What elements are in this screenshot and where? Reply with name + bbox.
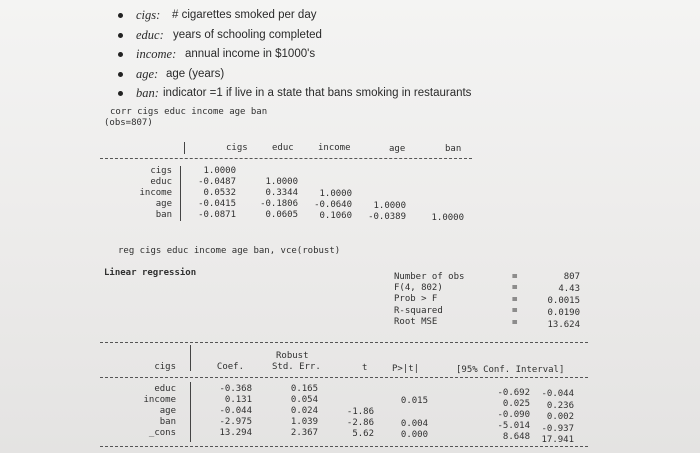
reg-row-label: _cons — [148, 428, 176, 438]
reg-ci-high: 0.002 — [546, 412, 574, 422]
reg-coef: -2.975 — [219, 417, 252, 427]
reg-ci-low: -5.014 — [497, 421, 530, 431]
corr-cell: -0.0871 — [198, 210, 236, 220]
reg-se: 0.024 — [290, 406, 318, 416]
corr-obs: (obs=807) — [104, 118, 153, 128]
reg-se: 1.039 — [290, 417, 318, 427]
reg-stat-eq: = — [512, 272, 518, 282]
bullet-dot-icon — [118, 13, 123, 18]
reg-ci-low: -0.090 — [497, 410, 530, 420]
reg-p: 0.015 — [400, 396, 428, 406]
corr-header-separator — [184, 142, 185, 154]
reg-stat-value: 4.43 — [558, 284, 580, 294]
reg-bottom-rule — [100, 446, 588, 447]
reg-ci-low: 0.025 — [502, 399, 530, 409]
reg-row-label: educ — [154, 384, 176, 394]
corr-cell: 1.0000 — [319, 189, 352, 199]
reg-command: reg cigs educ income age ban, vce(robust) — [118, 246, 341, 256]
bullet-dot-icon — [118, 33, 123, 38]
bullet-desc: annual income in $1000's — [185, 48, 316, 60]
corr-header-cigs: cigs — [226, 143, 248, 153]
reg-t: -1.86 — [346, 407, 374, 417]
bullet-dot-icon — [118, 91, 123, 96]
reg-coef: -0.368 — [219, 384, 252, 394]
bullet-desc: years of schooling completed — [173, 28, 322, 41]
reg-depvar: cigs — [154, 362, 176, 372]
reg-stat-label: Root MSE — [394, 317, 438, 327]
corr-header-rule — [100, 158, 472, 159]
reg-stat-value: 807 — [563, 272, 580, 282]
reg-coef: 0.131 — [224, 395, 252, 405]
bullet-term: age: — [136, 66, 159, 81]
corr-cell: 0.0532 — [203, 188, 236, 198]
bullet-dot-icon — [118, 52, 123, 57]
corr-cell: 1.0000 — [265, 177, 298, 187]
reg-header-se: Std. Err. — [272, 362, 321, 372]
corr-cell: -0.1806 — [260, 199, 298, 209]
bullet-term: income: — [136, 47, 177, 61]
reg-header-p: P>|t| — [392, 364, 420, 374]
corr-cell: 0.0605 — [265, 210, 298, 220]
reg-stat-label: Prob > F — [394, 294, 438, 304]
corr-command: corr cigs educ income age ban — [110, 107, 268, 117]
corr-cell: 0.3344 — [265, 188, 298, 198]
reg-stat-label: R-squared — [394, 306, 443, 316]
reg-stat-value: 0.0015 — [547, 296, 580, 306]
bullet-term: educ: — [136, 27, 164, 42]
corr-row-label: ban — [155, 210, 172, 220]
corr-header-income: income — [318, 143, 351, 153]
reg-t: 5.62 — [352, 429, 374, 439]
corr-header-ban: ban — [445, 144, 462, 154]
corr-header-age: age — [389, 144, 406, 154]
reg-row-separator — [190, 382, 191, 442]
corr-row-separator — [180, 166, 181, 221]
corr-cell: 1.0000 — [203, 166, 236, 176]
reg-t: -2.86 — [346, 418, 374, 428]
reg-stat-label: F(4, 802) — [394, 283, 443, 293]
reg-header-rule — [100, 377, 588, 378]
bullet-term: ban: — [136, 86, 159, 100]
corr-row-label: age — [155, 199, 172, 209]
reg-coef: 13.294 — [219, 428, 252, 438]
reg-stat-value: 13.624 — [547, 320, 580, 330]
corr-cell: -0.0389 — [368, 212, 406, 222]
reg-header-coef: Coef. — [216, 362, 244, 372]
bullet-dot-icon — [118, 72, 123, 77]
corr-cell: -0.0415 — [198, 199, 236, 209]
reg-top-rule — [100, 342, 588, 343]
reg-stat-eq: = — [512, 306, 518, 316]
reg-header-separator — [190, 345, 191, 371]
reg-ci-high: -0.937 — [541, 424, 574, 434]
reg-stat-eq: = — [512, 295, 518, 305]
reg-row-label: ban — [159, 417, 176, 427]
reg-stat-value: 0.0190 — [547, 308, 580, 318]
reg-p: 0.000 — [400, 430, 428, 440]
reg-header-robust: Robust — [276, 351, 309, 361]
reg-se: 2.367 — [290, 428, 318, 438]
reg-row-label: income — [143, 395, 176, 405]
reg-se: 0.165 — [290, 384, 318, 394]
corr-cell: -0.0640 — [314, 200, 352, 210]
reg-header-t: t — [362, 363, 368, 373]
corr-row-label: educ — [150, 177, 172, 187]
bullet-desc: indicator =1 if live in a state that bans smoking in restaurants — [163, 87, 472, 99]
reg-ci-high: -0.044 — [541, 389, 574, 399]
corr-row-label: income — [139, 188, 172, 198]
corr-cell: 1.0000 — [431, 213, 464, 223]
corr-cell: -0.0487 — [198, 177, 236, 187]
corr-cell: 0.1060 — [319, 211, 352, 221]
reg-ci-high: 0.236 — [546, 401, 574, 411]
bullet-desc: age (years) — [166, 67, 225, 80]
reg-ci-low: -0.692 — [497, 388, 530, 398]
reg-p: 0.004 — [400, 419, 428, 429]
corr-row-label: cigs — [150, 166, 172, 176]
reg-model-title: Linear regression — [104, 268, 197, 278]
reg-ci-low: 8.648 — [502, 432, 530, 442]
bullet-term: cigs: — [136, 8, 161, 22]
corr-header-educ: educ — [272, 143, 294, 153]
reg-ci-high: 17.941 — [541, 435, 574, 445]
reg-stat-eq: = — [512, 318, 518, 328]
reg-header-ci: [95% Conf. Interval] — [456, 365, 565, 375]
bullet-desc: # cigarettes smoked per day — [172, 9, 317, 21]
reg-coef: -0.044 — [219, 406, 252, 416]
reg-stat-label: Number of obs — [394, 272, 465, 282]
reg-se: 0.054 — [290, 395, 318, 405]
reg-row-label: age — [159, 406, 176, 416]
reg-stat-eq: = — [512, 283, 518, 293]
corr-cell: 1.0000 — [373, 201, 406, 211]
